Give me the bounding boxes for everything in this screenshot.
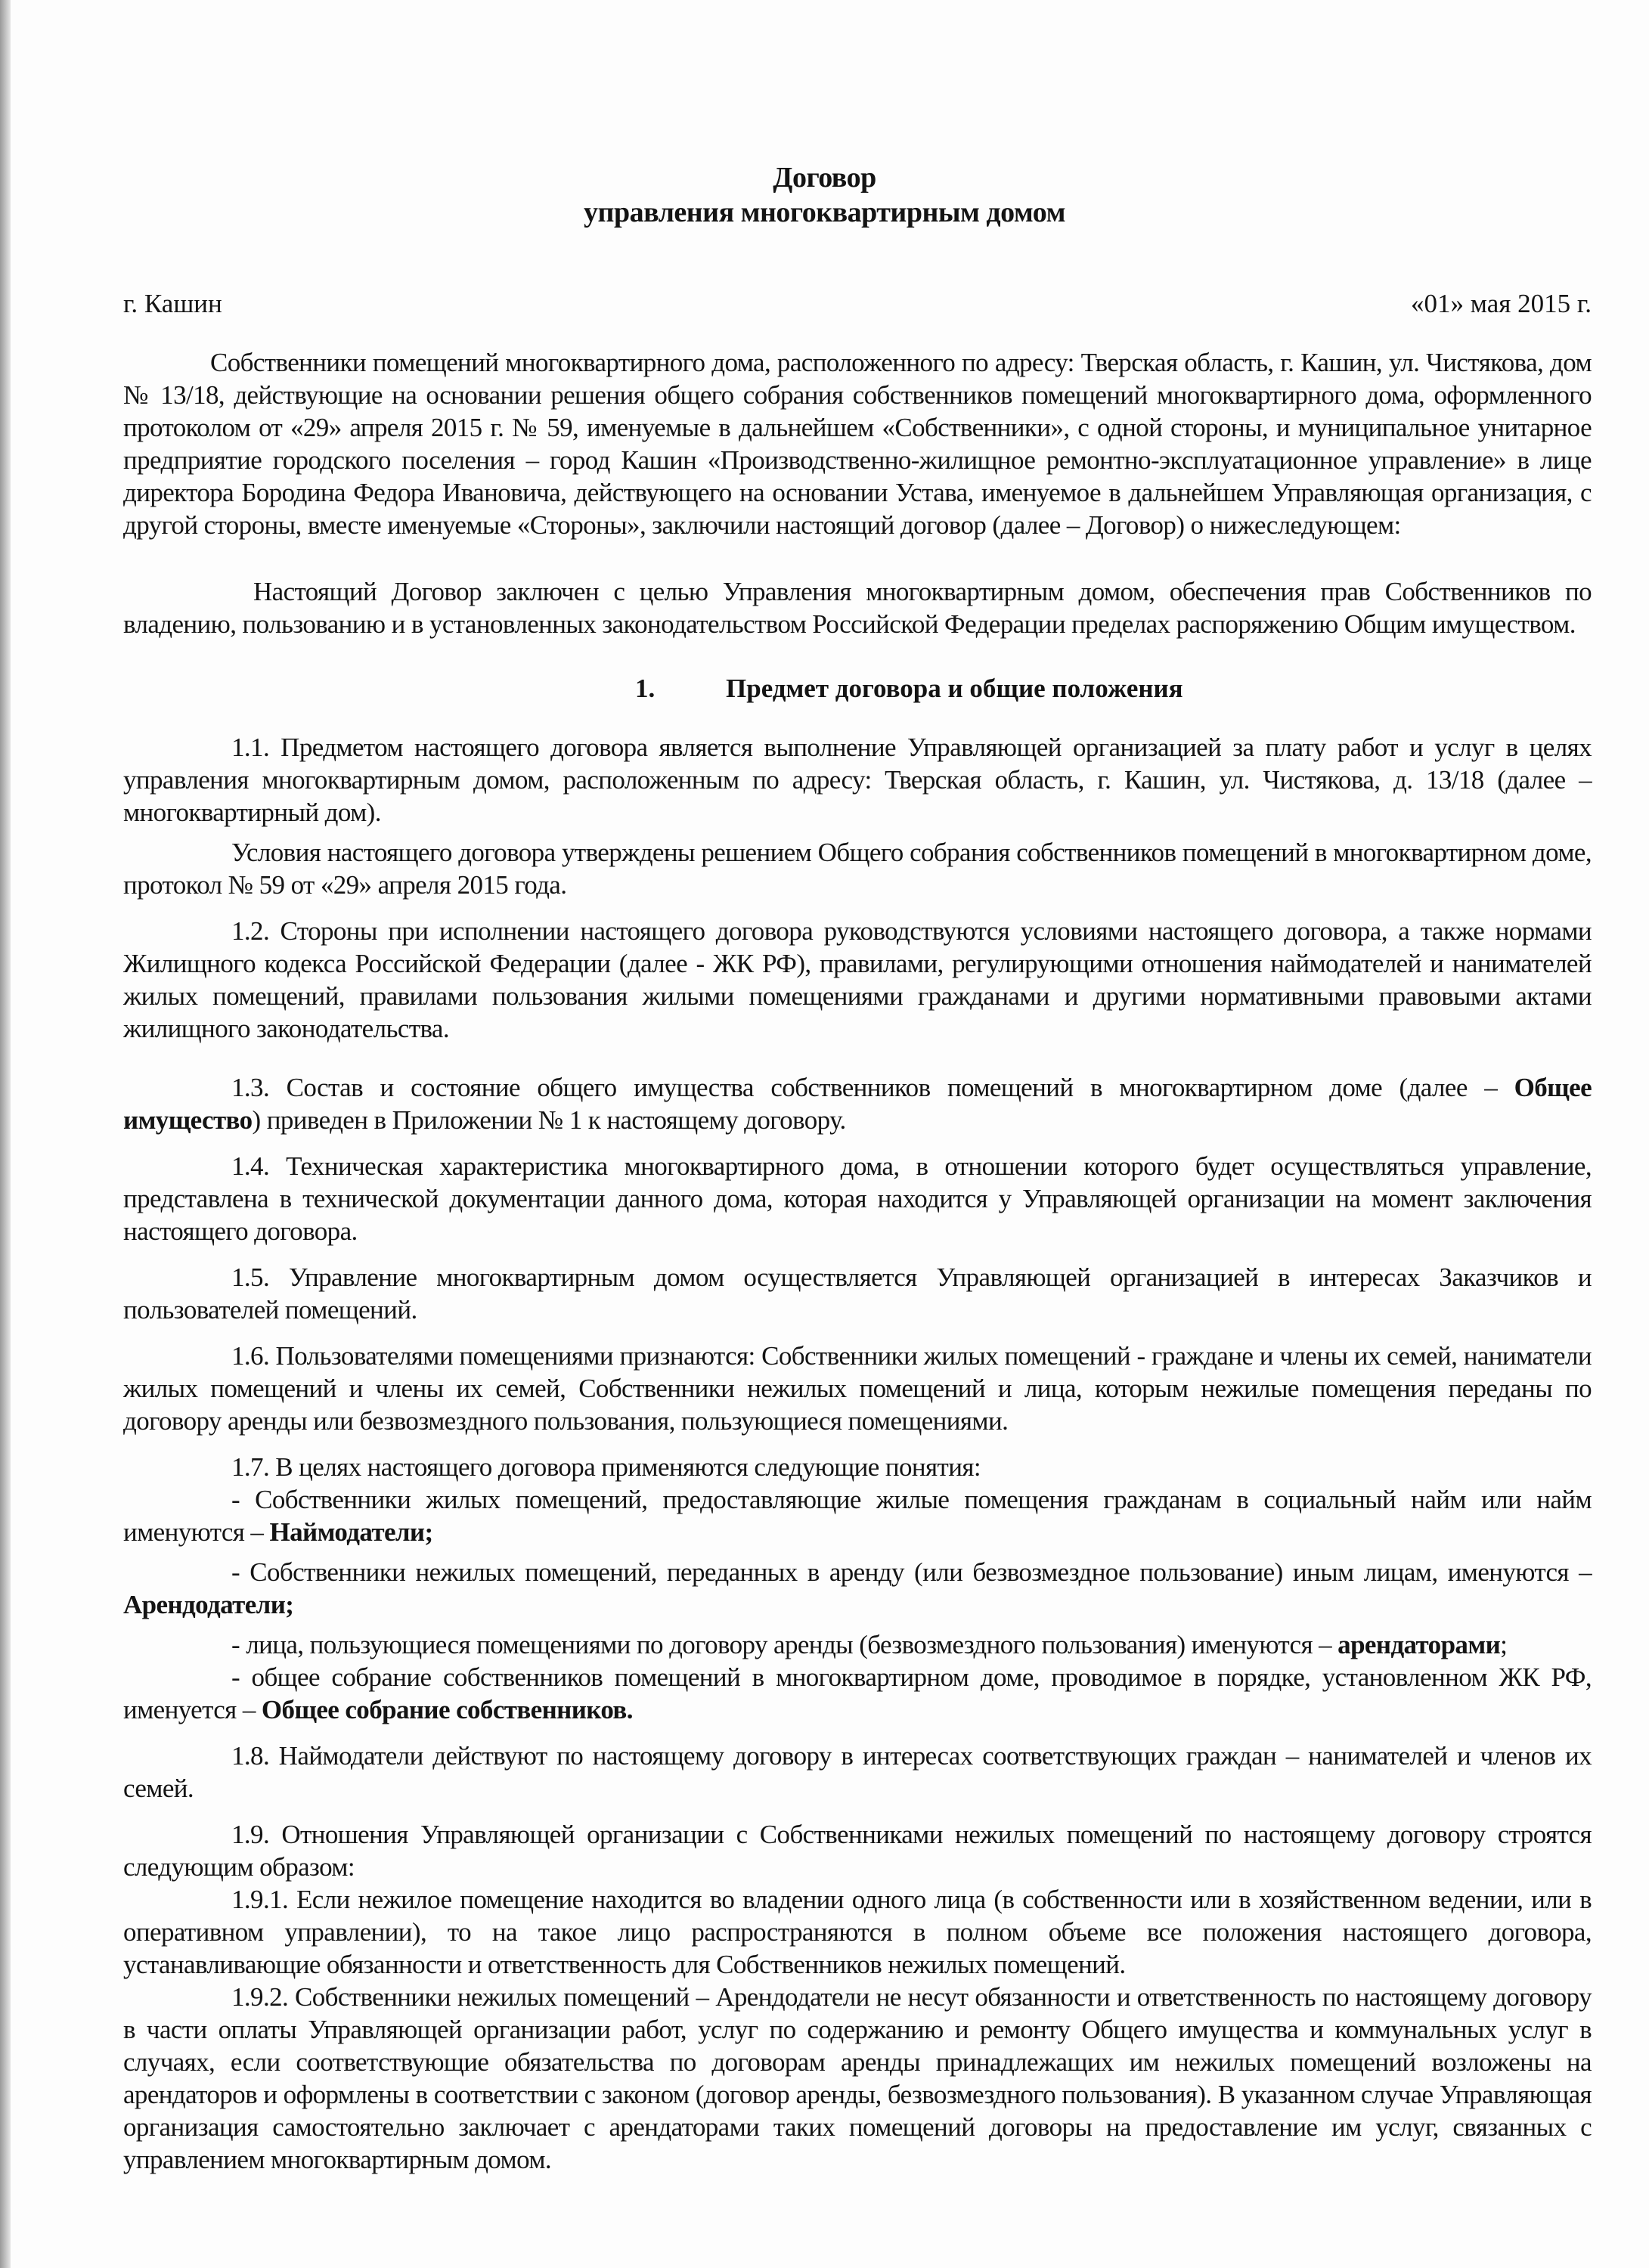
clause-1-6: 1.6. Пользователями помещениями признаются: Собственники жилых помещений - граждане и члены их семей, наниматели жилых помещений и члены их семей, Собственники нежилых помещений и лица, которым нежилые помещения переданы по договору аренды или безвозмездного пользования, пользующиеся помещениями.: [123, 1341, 1592, 1436]
clause-text: - Собственники жилых помещений, предоставляющие жилые помещения гражданам в социальный найм или найм именуются –: [123, 1485, 1592, 1547]
clause-1-4: 1.4. Техническая характеристика многоквартирного дома, в отношении которого будет осуществляться управление, представлена в технической документации данного дома, которая находится у Управляющей организации на момент заключения настоящего договора.: [123, 1151, 1592, 1246]
clause-1-3: [123, 1071, 1592, 1136]
definition-2: [123, 1556, 1592, 1621]
term-bold: Наймодатели;: [269, 1517, 433, 1547]
city: г. Кашин: [123, 289, 222, 318]
definition-3: [123, 1628, 1592, 1661]
document-title: Договор: [773, 162, 876, 194]
place-date-row: [123, 287, 1592, 320]
clause-1-1: 1.1. Предметом настоящего договора является выполнение Управляющей организацией за плату работ и услуг в целях управления многоквартирным домом, расположенным по адресу: Тверская область, г. Кашин, ул. Чистякова, д. 13/18 (далее – многоквартирный дом).: [123, 733, 1592, 827]
preamble: Собственники помещений многоквартирного дома, расположенного по адресу: Тверская область, г. Кашин, ул. Чистякова, дом № 13/18, действующие на основании решения общего собрания собственников помещений многоквартирного дома, оформленного протоколом от «29» апреля 2015 г. № 59, именуемые в дальнейшем «Собственники», с одной стороны, и муниципальное унитарное предприятие городского поселения – город Кашин «Производственно-жилищное ремонтно-эксплуатационное управление» в лице директора Бородина Федора Ивановича, действующего на основании Устава, именуемое в дальнейшем Управляющая организация, с другой стороны, вместе именуемые «Стороны», заключили настоящий договор (далее – Договор) о нижеследующем:: [123, 348, 1592, 540]
date: «01» мая 2015 г.: [1411, 289, 1592, 318]
clause-text: - общее собрание собственников помещений в многоквартирном доме, проводимое в порядке, установленном ЖК РФ, именуется –: [123, 1662, 1592, 1724]
clause-1-1-conditions: Условия настоящего договора утверждены решением Общего собрания собственников помещений в многоквартирном доме, протокол № 59 от «29» апреля 2015 года.: [123, 838, 1592, 900]
section-heading: [123, 672, 1592, 705]
clause-text: - лица, пользующиеся помещениями по договору аренды (безвозмездного пользования) именуются –: [231, 1630, 1338, 1659]
clause-text: 1.3. Состав и состояние общего имущества собственников помещений в многоквартирном доме (далее –: [231, 1073, 1514, 1102]
clause-1-9: 1.9. Отношения Управляющей организации с Собственниками нежилых помещений по настоящему договору строятся следующим образом:: [123, 1820, 1592, 1882]
clause-text: ;: [1500, 1630, 1508, 1659]
definition-1: [123, 1483, 1592, 1548]
section-title: Предмет договора и общие положения: [726, 674, 1183, 703]
clause-1-9-1: 1.9.1. Если нежилое помещение находится во владении одного лица (в собственности или в хозяйственном ведении, или в оперативном управлении), то на такое лицо распространяются в полном объеме все положения настоящего договора, устанавливающие обязанности и ответственность для Собственников нежилых помещений.: [123, 1885, 1592, 1979]
clause-text: - Собственники нежилых помещений, переданных в аренду (или безвозмездное пользование) иным лицам, именуются –: [231, 1557, 1592, 1587]
definition-4: [123, 1661, 1592, 1726]
clause-text: ) приведен в Приложении № 1 к настоящему договору.: [252, 1105, 846, 1135]
clause-1-7: 1.7. В целях настоящего договора применяются следующие понятия:: [231, 1452, 981, 1482]
clause-1-5: 1.5. Управление многоквартирным домом осуществляется Управляющей организацией в интересах Заказчиков и пользователей помещений.: [123, 1263, 1592, 1325]
term-bold: Арендодатели;: [123, 1590, 294, 1619]
term-bold: Общее имущество: [123, 1073, 1592, 1135]
document-subtitle: управления многоквартирным домом: [584, 197, 1065, 228]
clause-1-8: 1.8. Наймодатели действуют по настоящему договору в интересах соответствующих граждан – нанимателей и членов их семей.: [123, 1741, 1592, 1803]
title-block: [0, 160, 1649, 230]
clause-1-2: 1.2. Стороны при исполнении настоящего договора руководствуются условиями настоящего договора, а также нормами Жилищного кодекса Российской Федерации (далее - ЖК РФ), правилами, регулирующими отношения наймодателей и нанимателей жилых помещений, правилами пользования жилыми помещениями гражданами и другими нормативными правовыми актами жилищного законодательства.: [123, 916, 1592, 1043]
clause-1-9-2: 1.9.2. Собственники нежилых помещений – Арендодатели не несут обязанности и ответственность по настоящему договору в части оплаты Управляющей организации работ, услуг по содержанию и ремонту Общего имущества и коммунальных услуг в случаях, если соответствующие обязательства по договорам аренды принадлежащих им нежилых помещений возложены на арендаторов и оформлены в соответствии с законом (договор аренды, безвозмездного пользования). В указанном случае Управляющая организация самостоятельно заключает с арендаторами таких помещений договоры на предоставление им услуг, связанных с управлением многоквартирным домом.: [123, 1982, 1592, 2174]
term-bold: арендаторами: [1337, 1630, 1501, 1659]
term-bold: Общее собрание собственников.: [261, 1695, 633, 1724]
purpose: Настоящий Договор заключен с целью Управления многоквартирным домом, обеспечения прав Собственников по владению, пользованию и в установленных законодательством Российской Федерации пределах распоряжению Общим имуществом.: [123, 577, 1592, 639]
section-number: 1.: [635, 674, 656, 703]
